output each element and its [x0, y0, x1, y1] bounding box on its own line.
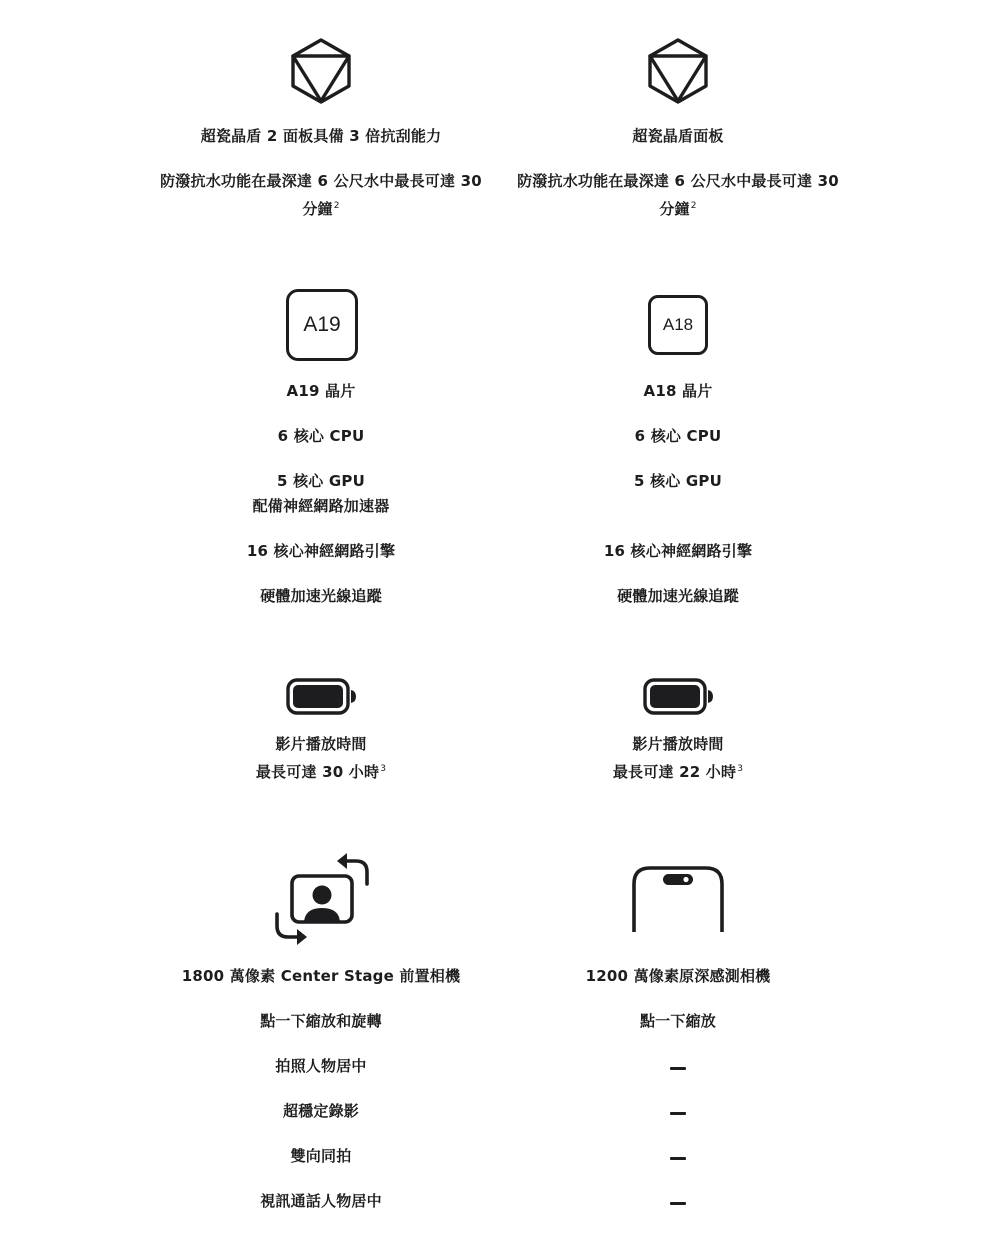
- battery-text: 影片播放時間 最長可達 22 小時$^3$: [612, 735, 744, 781]
- gpu-note: 配備神經網路加速器: [252, 497, 390, 515]
- not-available-dash: [670, 1112, 686, 1115]
- cpu-spec: 6 核心 CPU: [634, 427, 722, 445]
- glass-title: 超瓷晶盾面板: [632, 127, 724, 145]
- battery-icon: [643, 678, 715, 716]
- water-resistance-text: 防潑抗水功能在最深達 6 公尺水中最長可達 30 分鐘$^2$: [160, 172, 482, 218]
- chip-title: A18 晶片: [643, 382, 713, 400]
- not-available-dash: [670, 1202, 686, 1205]
- front-camera-title: 1200 萬像素原深感測相機: [585, 967, 771, 985]
- chip-icon: A18: [648, 295, 708, 355]
- raytracing-spec: 硬體加速光線追蹤: [617, 587, 739, 605]
- glass-title: 超瓷晶盾 2 面板具備 3 倍抗刮能力: [200, 127, 442, 145]
- feature-stabilized-video: 超穩定錄影: [282, 1102, 359, 1120]
- feature-tap-zoom: 點一下縮放: [639, 1012, 716, 1030]
- cpu-spec: 6 核心 CPU: [277, 427, 365, 445]
- raytracing-spec: 硬體加速光線追蹤: [260, 587, 382, 605]
- neural-engine-spec: 16 核心神經網路引擎: [246, 542, 396, 560]
- water-resistance-text: 防潑抗水功能在最深達 6 公尺水中最長可達 30 分鐘$^2$: [517, 172, 839, 218]
- footnote-2[interactable]: 2: [690, 201, 697, 211]
- gpu-spec: 5 核心 GPU: [634, 472, 722, 490]
- front-camera-title: 1800 萬像素 Center Stage 前置相機: [181, 967, 461, 985]
- battery-icon: [286, 678, 358, 716]
- crystal-shield-icon: [646, 37, 710, 105]
- gpu-spec: 5 核心 GPU 配備神經網路加速器: [143, 469, 499, 519]
- footnote-3[interactable]: 3: [380, 764, 387, 774]
- feature-dual-capture: 雙向同拍: [290, 1147, 352, 1165]
- feature-tap-zoom-rotate: 點一下縮放和旋轉: [260, 1012, 382, 1030]
- crystal-shield-icon: [289, 37, 353, 105]
- feature-center-subject: 拍照人物居中: [275, 1057, 367, 1075]
- feature-video-call-center: 視訊通話人物居中: [260, 1192, 382, 1210]
- not-available-dash: [670, 1157, 686, 1160]
- neural-engine-spec: 16 核心神經網路引擎: [603, 542, 753, 560]
- comparison-column-right: [500, 0, 856, 1254]
- footnote-2[interactable]: 2: [333, 201, 340, 211]
- comparison-column-left: [143, 0, 499, 1254]
- center-stage-rotate-icon: [273, 850, 371, 948]
- chip-icon: A19: [286, 289, 358, 361]
- not-available-dash: [670, 1067, 686, 1070]
- chip-title: A19 晶片: [286, 382, 356, 400]
- battery-text: 影片播放時間 最長可達 30 小時$^3$: [255, 735, 387, 781]
- phone-dynamic-island-icon: [630, 864, 726, 934]
- footnote-3[interactable]: 3: [737, 764, 744, 774]
